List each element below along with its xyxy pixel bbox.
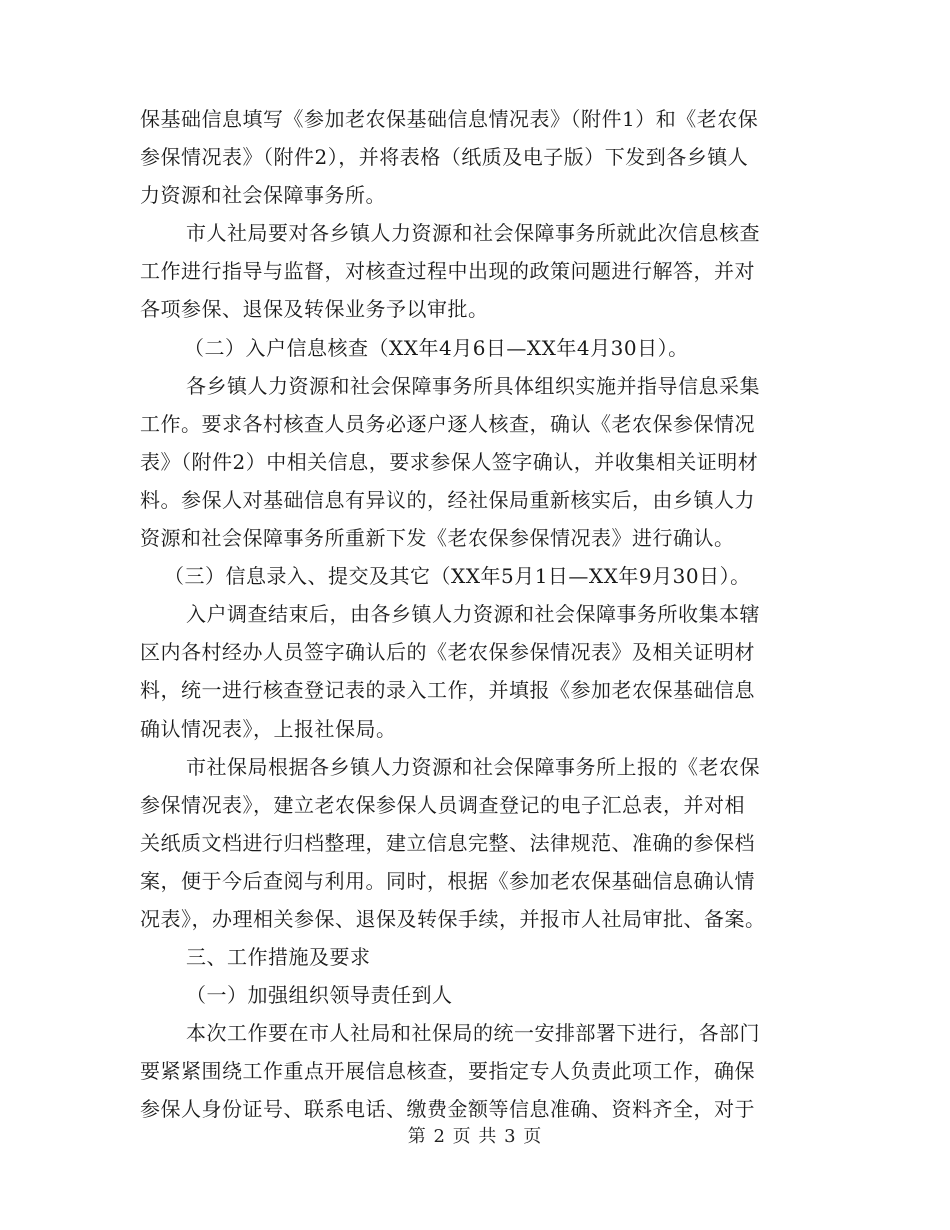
subsection-heading: （一）加强组织领导责任到人 xyxy=(186,983,453,1008)
page-number-footer: 第 2 页 共 3 页 xyxy=(407,1126,543,1147)
text-line: 市人社局要对各乡镇人力资源和社会保障事务所就此次信息核查 xyxy=(186,221,760,246)
text-line: 表》（附件2）中相关信息，要求参保人签字确认，并收集相关证明材 xyxy=(140,449,759,474)
section-heading: （三）信息录入、提交及其它（XX年5月1日—XX年9月30日）。 xyxy=(164,564,751,589)
text-line: 各乡镇人力资源和社会保障事务所具体组织实施并指导信息采集 xyxy=(186,373,760,398)
text-line: 保基础信息填写《参加老农保基础信息情况表》（附件1）和《老农保 xyxy=(140,107,759,131)
text-line: 参保人身份证号、联系电话、缴费金额等信息准确、资料齐全，对于 xyxy=(140,1097,755,1122)
text-line: 参保情况表》（附件2），并将表格（纸质及电子版）下发到各乡镇人 xyxy=(140,145,749,170)
text-line: 案，便于今后查阅与利用。同时，根据《参加老农保基础信息确认情 xyxy=(140,868,755,893)
document-body xyxy=(140,100,808,1129)
text-line: 料，统一进行核查登记表的录入工作，并填报《参加老农保基础信息 xyxy=(140,678,755,703)
text-line: 市社保局根据各乡镇人力资源和社会保障事务所上报的《老农保 xyxy=(186,754,760,779)
text-line: 况表》，办理相关参保、退保及转保手续，并报市人社局审批、备案。 xyxy=(140,906,766,931)
text-line: 参保情况表》，建立老农保参保人员调查登记的电子汇总表，并对相 xyxy=(140,792,745,817)
text-line: 区内各村经办人员签字确认后的《老农保参保情况表》及相关证明材 xyxy=(140,640,755,665)
text-line: 本次工作要在市人社局和社保局的统一安排部署下进行，各部门 xyxy=(186,1021,760,1046)
text-line: 各项参保、退保及转保业务予以审批。 xyxy=(140,297,489,322)
text-line: 入户调查结束后，由各乡镇人力资源和社会保障事务所收集本辖 xyxy=(186,602,760,627)
text-line: 工作进行指导与监督，对核查过程中出现的政策问题进行解答，并对 xyxy=(140,259,755,284)
text-line: 要紧紧围绕工作重点开展信息核查，要指定专人负责此项工作，确保 xyxy=(140,1059,755,1084)
text-line: 料。参保人对基础信息有异议的，经社保局重新核实后，由乡镇人力 xyxy=(140,487,755,512)
text-line: 工作。要求各村核查人员务必逐户逐人核查，确认《老农保参保情况 xyxy=(140,411,755,436)
text-line: 关纸质文档进行归档整理，建立信息完整、法律规范、准确的参保档 xyxy=(140,830,755,855)
text-line: 力资源和社会保障事务所。 xyxy=(140,183,386,208)
section-heading: 三、工作措施及要求 xyxy=(186,945,371,970)
section-heading: （二）入户信息核查（XX年4月6日—XX年4月30日）。 xyxy=(184,335,689,360)
text-line: 确认情况表》，上报社保局。 xyxy=(140,716,397,741)
text-line: 资源和社会保障事务所重新下发《老农保参保情况表》进行确认。 xyxy=(140,526,735,551)
